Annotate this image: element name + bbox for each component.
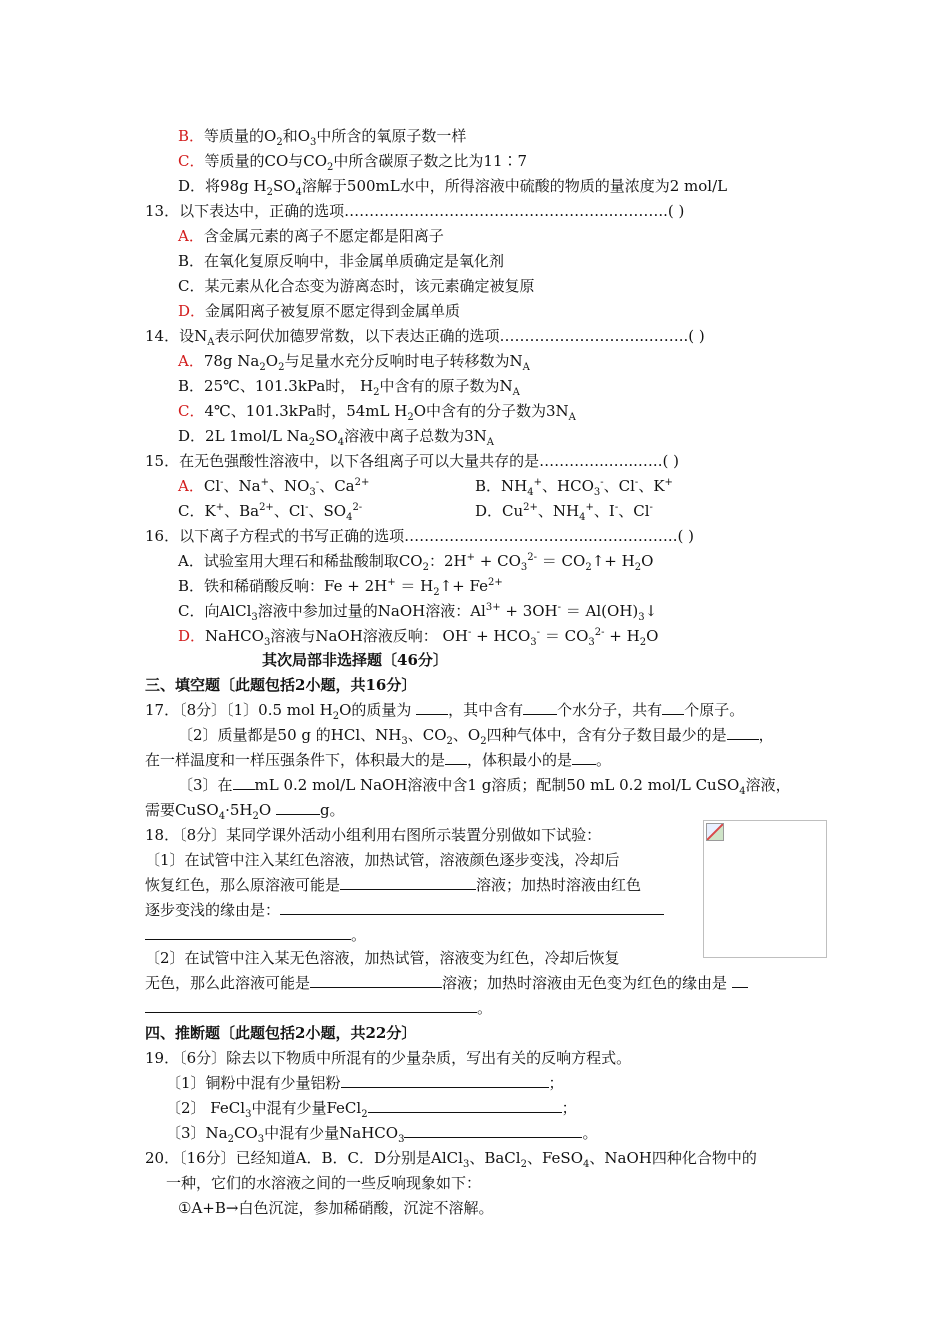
q17-line5: 需要$CuSO_4\cdot 5H_2O$ g。 xyxy=(145,801,345,822)
q14-option-a: A．78g $Na_2O_2$与足量水充分反响时电子转移数为$N_A$ xyxy=(178,352,530,373)
q18-line5: 。 xyxy=(145,925,366,945)
q20-line2: 一种，它们的水溶液之间的一些反响现象如下： xyxy=(166,1174,482,1192)
q18-line8: 。 xyxy=(145,998,492,1018)
q12-option-d: D．将98g $H_2SO_4$溶解于500mL水中，所得溶液中硫酸的物质的量浓度为2 mol/L xyxy=(178,177,728,198)
answer-blank[interactable] xyxy=(404,1123,582,1138)
q13-option-b: B．在氧化复原反响中，非金属单质确定是氧化剂 xyxy=(178,252,505,270)
answer-blank[interactable] xyxy=(340,875,476,890)
q15-option-b: B．$NH_4^+$、$HCO_3^-$、Cl-、K+ xyxy=(475,477,673,498)
q13-stem: 13．以下表达中，正确的选项……………………………………………...………..( ) xyxy=(145,202,685,220)
q16-option-a: A．试验室用大理石和稀盐酸制取$CO_2$：$2H^+ + CO_3^{2-}$ ＝ $CO_2↑+ H_2O$ xyxy=(178,552,654,573)
q14-option-b: B．25℃、101.3kPa时， $H_2$中含有的原子数为$N_A$ xyxy=(178,377,520,398)
part2-title: 其次局部非选择题〔46分〕 xyxy=(262,651,448,669)
answer-blank[interactable] xyxy=(416,700,448,715)
answer-blank[interactable] xyxy=(445,750,467,765)
answer-blank[interactable] xyxy=(732,973,748,988)
q17-line1: 17．〔8分〕〔1〕0.5 mol $H_2O$的质量为 ，其中含有 个水分子，共有 个原子。 xyxy=(145,701,745,722)
q17-line3: 在一样温度和一样压强条件下，体积最大的是 ，体积最小的是 。 xyxy=(145,751,612,769)
q17-line4: 〔3〕在 mL 0.2 mol/L NaOH溶液中含1 g溶质；配制50 mL 0.2 mol/L CuSO$_4$溶液， xyxy=(178,776,791,797)
q14-option-c: C．4℃、101.3kPa时，54mL $H_2O$中含有的分子数为$3N_A$ xyxy=(178,402,576,423)
q14-stem: 14．设$N_A$表示阿伏加德罗常数，以下表达正确的选项………………………...……..( ) xyxy=(145,327,705,348)
answer-blank[interactable] xyxy=(572,750,596,765)
broken-image-icon xyxy=(706,823,724,841)
answer-blank[interactable] xyxy=(523,700,557,715)
q18-line1: 18．〔8分〕某同学课外活动小组利用右图所示装置分别做如下试验： xyxy=(145,826,602,844)
section4-title: 四、推断题〔此题包括2小题，共22分〕 xyxy=(145,1024,417,1042)
q15-stem: 15．在无色强酸性溶液中，以下各组离子可以大量共存的是…………..…...…..( ) xyxy=(145,452,679,470)
answer-blank[interactable] xyxy=(727,725,759,740)
q18-line2: 〔1〕在试管中注入某红色溶液，加热试管，溶液颜色逐步变浅，冷却后 xyxy=(145,851,620,869)
q12-option-c: C．等质量的CO与$CO_2$中所含碳原子数之比为11∶7 xyxy=(178,152,528,173)
q15-option-a: A．Cl-、Na+、$NO_3^-$、$Ca^{2+}$ xyxy=(178,477,370,498)
apparatus-figure xyxy=(703,820,827,958)
answer-blank[interactable] xyxy=(276,800,320,815)
q19-line1: 19．〔6分〕除去以下物质中所混有的少量杂质，写出有关的反响方程式。 xyxy=(145,1049,632,1067)
q20-line1: 20．〔16分〕已经知道A．B．C．D分别是AlCl$_3$、BaCl$_2$、FeSO$_4$、NaOH四种化合物中的 xyxy=(145,1149,757,1170)
answer-blank[interactable] xyxy=(145,925,351,940)
section3-title: 三、填空题〔此题包括2小题，共16分〕 xyxy=(145,676,417,694)
q18-line6: 〔2〕在试管中注入某无色溶液，加热试管，溶液变为红色，冷却后恢复 xyxy=(145,949,620,967)
q19-line3: 〔2〕 FeCl$_3$中混有少量FeCl$_2$ ； xyxy=(166,1099,577,1120)
answer-blank[interactable] xyxy=(662,700,684,715)
q19-line2: 〔1〕铜粉中混有少量铝粉 ； xyxy=(166,1074,564,1092)
q16-stem: 16．以下离子方程式的书写正确的选项…………..…………………...……………..( ) xyxy=(145,527,694,545)
q18-line7: 无色，那么此溶液可能是 溶液；加热时溶液由无色变为红色的缘由是 xyxy=(145,973,748,993)
answer-blank[interactable] xyxy=(233,775,255,790)
q16-option-c: C．向AlCl$_3$溶液中参加过量的NaOH溶液：$Al^{3+} + 3OH^-$ ＝ $Al(OH)_3↓$ xyxy=(178,602,658,623)
q16-option-b: B．铁和稀硝酸反响：$Fe + 2H^+ = H_2↑+ Fe^{2+}$ xyxy=(178,577,503,598)
q15-option-d: D．$Cu^{2+}$、$NH_4^+$、I-、Cl- xyxy=(475,502,653,523)
q14-option-d: D．2L 1mol/L $Na_2SO_4$溶液中离子总数为$3N_A$ xyxy=(178,427,494,448)
q18-line4: 逐步变浅的缘由是： xyxy=(145,900,664,920)
q13-option-a: A．含金属元素的离子不愿定都是阳离子 xyxy=(178,227,444,245)
answer-blank[interactable] xyxy=(145,998,477,1013)
answer-blank[interactable] xyxy=(310,973,442,988)
q18-line3: 恢复红色，那么原溶液可能是 溶液；加热时溶液由红色 xyxy=(145,876,642,894)
q12-option-b: B．等质量的$O_2$和$O_3$中所含的氧原子数一样 xyxy=(178,127,467,148)
q15-option-c: C．K+、$Ba^{2+}$、Cl-、$SO_4^{2-}$ xyxy=(178,502,363,523)
q19-line4: 〔3〕$Na_2CO_3$中混有少量NaHCO$_3$ 。 xyxy=(166,1124,598,1145)
q13-option-d: D．金属阳离子被复原不愿定得到金属单质 xyxy=(178,302,461,320)
q13-option-c: C．某元素从化合态变为游离态时，该元素确定被复原 xyxy=(178,277,535,295)
answer-blank[interactable] xyxy=(341,1073,549,1088)
q17-line2: 〔2〕质量都是50 g 的HCl、$NH_3$、$CO_2$、$O_2$四种气体中，含有分子数目最少的是 ， xyxy=(178,726,774,747)
q16-option-d: D．NaHCO$_3$溶液与NaOH溶液反响： $OH^- + HCO_3^- = CO_3^{2-} + H_2O$ xyxy=(178,627,659,648)
answer-blank[interactable] xyxy=(280,900,664,915)
q20-line3: ①A+B→白色沉淀，参加稀硝酸，沉淀不溶解。 xyxy=(178,1199,494,1217)
answer-blank[interactable] xyxy=(368,1098,562,1113)
